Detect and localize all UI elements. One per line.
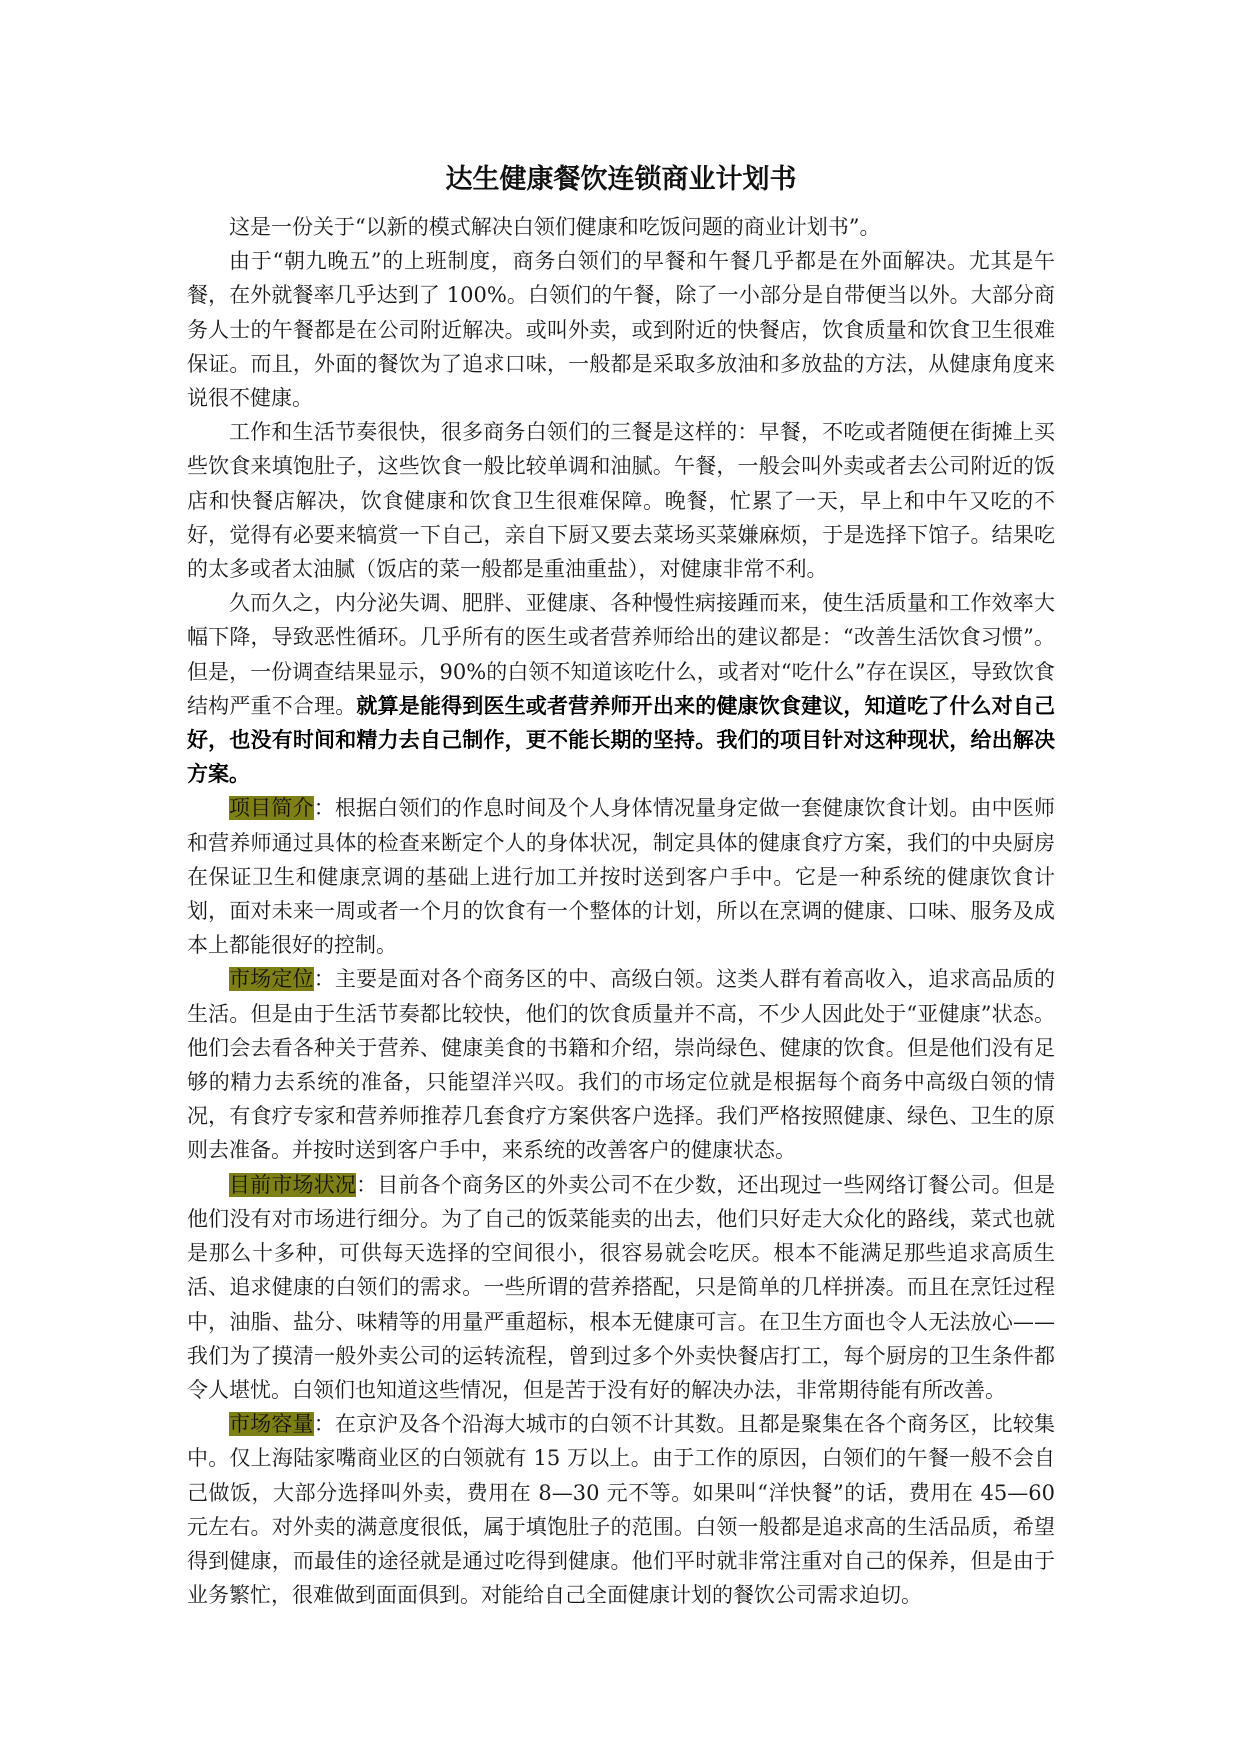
section-text-project-intro: ：根据白领们的作息时间及个人身体情况量身定做一套健康饮食计划。由中医师和营养师通过具体的检查来断定个人的身体状况，制定具体的健康食疗方案，我们的中央厨房在保证卫生和健康烹调的基础上进行加工并按时送到客户手中。它是一种系统的健康饮食计划，面对未来一周或者一个月的饮食有一个整体的计划，所以在烹调的健康、口味、服务及成本上都能很好的控制。 bbox=[187, 796, 1056, 958]
section-market-positioning bbox=[187, 962, 1055, 1167]
document-page bbox=[187, 160, 1055, 1612]
section-label-market-capacity: 市场容量 bbox=[229, 1412, 314, 1437]
intro-paragraph: 这是一份关于“以新的模式解决白领们健康和吃饭问题的商业计划书”。 bbox=[229, 215, 881, 239]
document-title: 达生健康餐饮连锁商业计划书 bbox=[445, 164, 797, 195]
section-project-intro bbox=[187, 791, 1055, 962]
section-market-status bbox=[187, 1168, 1055, 1407]
three-meals-paragraph: 工作和生活节奏很快，很多商务白领们的三餐是这样的：早餐，不吃或者随便在街摊上买些饮食来填饱肚子，这些饮食一般比较单调和油腻。午餐，一般会叫外卖或者去公司附近的饭店和快餐店解决，饮食健康和饮食卫生很难保障。晚餐，忙累了一天，早上和中午又吃的不好，觉得有必要来犒赏一下自己，亲自下厨又要去菜场买菜嫌麻烦，于是选择下馆子。结果吃的太多或者太油腻（饭店的菜一般都是重油重盐），对健康非常不利。 bbox=[187, 420, 1055, 582]
problem-paragraph bbox=[187, 586, 1055, 791]
section-text-market-capacity: ：在京沪及各个沿海大城市的白领不计其数。且都是聚集在各个商务区，比较集中。仅上海陆家嘴商业区的白领就有 15 万以上。由于工作的原因，白领们的午餐一般不会自己做饭，大部分选择叫外卖，费用在 8—30 元不等。如果叫“洋快餐”的话，费用在 45—60 元左右。对外卖的满意度很低，属于填饱肚子的范围。白领一般都是追求高的生活品质，希望得到健康，而最佳的途径就是通过吃得到健康。他们平时就非常注重对自己的保养，但是由于业务繁忙，很难做到面面俱到。对能给自己全面健康计划的餐饮公司需求迫切。 bbox=[187, 1412, 1056, 1608]
problem-bold-text: 就算是能得到医生或者营养师开出来的健康饮食建议，知道吃了什么对自己好，也没有时间和精力去自己制作，更不能长期的坚持。我们的项目针对这种现状，给出解决方案。 bbox=[187, 693, 1056, 787]
section-text-market-positioning: ：主要是面对各个商务区的中、高级白领。这类人群有着高收入，追求高品质的生活。但是由于生活节奏都比较快，他们的饮食质量并不高，不少人因此处于“亚健康”状态。他们会去看各种关于营养、健康美食的书籍和介绍，崇尚绿色、健康的饮食。但是他们没有足够的精力去系统的准备，只能望洋兴叹。我们的市场定位就是根据每个商务中高级白领的情况，有食疗专家和营养师推荐几套食疗方案供客户选择。我们严格按照健康、绿色、卫生的原则去准备。并按时送到客户手中，来系统的改善客户的健康状态。 bbox=[187, 967, 1056, 1163]
section-label-project-intro: 项目简介 bbox=[229, 796, 314, 821]
section-label-market-status: 目前市场状况 bbox=[229, 1172, 357, 1197]
section-market-capacity bbox=[187, 1407, 1055, 1612]
section-text-market-status: ：目前各个商务区的外卖公司不在少数，还出现过一些网络订餐公司。但是他们没有对市场进行细分。为了自己的饭菜能卖的出去，他们只好走大众化的路线，菜式也就是那么十多种，可供每天选择的空间很小，很容易就会吃厌。根本不能满足那些追求高质生活、追求健康的白领们的需求。一些所谓的营养搭配，只是简单的几样拼凑。而且在烹饪过程中，油脂、盐分、味精等的用量严重超标，根本无健康可言。在卫生方面也令人无法放心——我们为了摸清一般外卖公司的运转流程，曾到过多个外卖快餐店打工，每个厨房的卫生条件都令人堪忧。白领们也知道这些情况，但是苦于没有好的解决办法，非常期待能有所改善。 bbox=[187, 1172, 1056, 1402]
lunch-habits-paragraph: 由于“朝九晚五”的上班制度，商务白领们的早餐和午餐几乎都是在外面解决。尤其是午餐，在外就餐率几乎达到了 100%。白领们的午餐，除了一小部分是自带便当以外。大部分商务人士的午餐都是在公司附近解决。或叫外卖，或到附近的快餐店，饮食质量和饮食卫生很难保证。而且，外面的餐饮为了追求口味，一般都是采取多放油和多放盐的方法，从健康角度来说很不健康。 bbox=[187, 249, 1055, 411]
section-label-market-positioning: 市场定位 bbox=[229, 967, 314, 992]
problem-text: 久而久之，内分泌失调、肥胖、亚健康、各种慢性病接踵而来，使生活质量和工作效率大幅下降，导致恶性循环。几乎所有的医生或者营养师给出的建议都是：“改善生活饮食习惯”。但是，一份调查结果显示，90%的白领不知道该吃什么，或者对“吃什么”存在误区，导致饮食结构严重不合理。 bbox=[187, 591, 1055, 718]
